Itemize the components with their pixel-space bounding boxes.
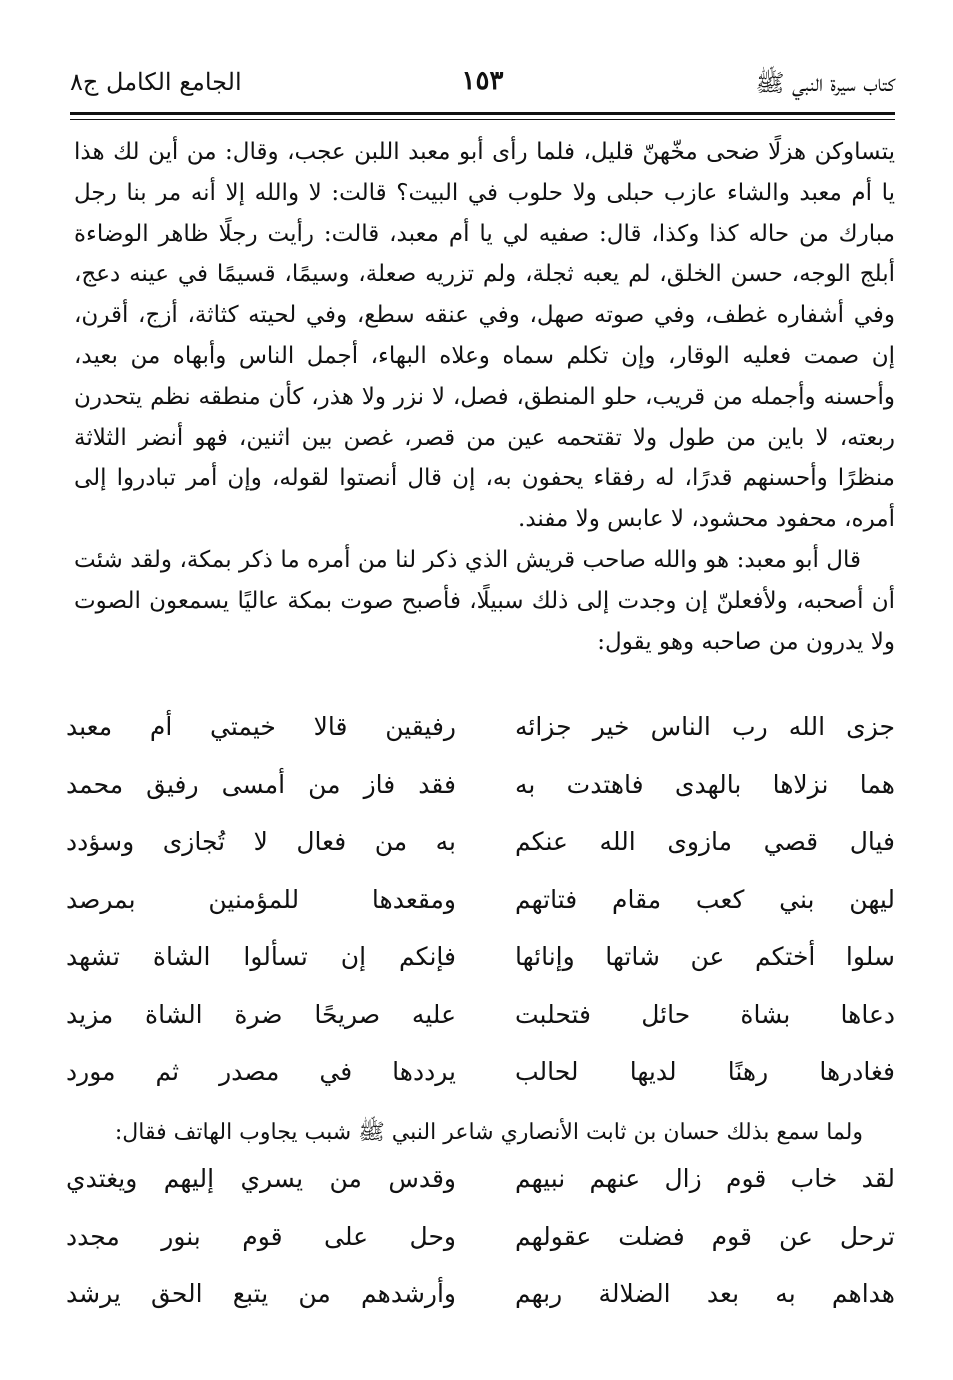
verse-line <box>66 827 895 885</box>
header-rule-thick <box>70 112 895 115</box>
verse-first-hemistich: دعاها بشاة حائل فتحلبت <box>515 999 895 1029</box>
verse-line <box>66 1164 895 1222</box>
verse-second-hemistich: رفيقين قالا خيمتي أم معبد <box>66 712 456 741</box>
verse-second-hemistich: عليه صريحًا ضرة الشاة مزيد <box>66 999 456 1029</box>
verse-first-hemistich: لقد خاب قوم زال عنهم نبيهم <box>515 1164 895 1193</box>
page-number: ١٥٣ <box>461 66 504 96</box>
verse-first-hemistich: فغادرها رهنًا لديها لحالب <box>515 1057 895 1086</box>
verse-line <box>66 1057 895 1115</box>
verse-first-hemistich: ترحل عن قوم فضلت عقولهم <box>515 1221 895 1251</box>
verse-line <box>66 1279 895 1337</box>
paragraph-2: قال أبو معبد: هو والله صاحب قريش الذي ذكر لنا من أمره ما ذكر بمكة، ولقد شئت أن أصحبه، ولأفعلنّ إن وجدت إلى ذلك سبيلًا، فأصبح صوت بمكة عاليًا يسمعون الصوت ولا يدرون من صاحبه وهو يقول: <box>74 546 895 655</box>
verse-line <box>66 712 895 770</box>
verse-second-hemistich: ومقعدها للمؤمنين بمرصد <box>66 884 456 914</box>
verse-second-hemistich: يرددها في مصدر ثم مورد <box>66 1057 456 1086</box>
verse-second-hemistich: فقد فاز من أمسى رفيق محمد <box>66 769 456 799</box>
verse-first-hemistich: ليهن بني كعب مقام فتاتهم <box>515 884 895 914</box>
prose-body <box>74 132 895 662</box>
transition-line: ولما سمع بذلك حسان بن ثابت الأنصاري شاعر النبي ﷺ شبب يجاوب الهاتف فقال: <box>114 1120 863 1145</box>
verse-second-hemistich: فإنكم إن تسألوا الشاة تشهد <box>66 942 456 971</box>
verse-first-hemistich: فيال قصي مازوى الله عنكم <box>515 827 895 856</box>
volume-title: الجامع الكامل ج٨ <box>70 68 242 96</box>
verse-first-hemistich: سلوا أختكم عن شاتها وإنائها <box>515 942 895 971</box>
header-rule-thin <box>70 119 895 120</box>
paragraph-1: يتساوكن هزلًا ضحى مخّهنّ قليل، فلما رأى أبو معبد اللبن عجب، وقال: من أين لك هذا يا أم معبد والشاء عازب حبلى ولا حلوب في البيت؟ قالت: لا والله إلا أنه مر بنا رجل مبارك من حاله كذا وكذا، قال: صفيه لي يا أم معبد، قالت: رأيت رجلًا ظاهر الوضاءة أبلج الوجه، حسن الخلق، لم يعبه ثجلة، ولم تزريه صعلة، وسيمًا، قسيمًا في عينه دعج، وفي أشفاره غطف، وفي صوته صهل، وفي عنقه سطع، وفي لحيته كثاثة، أزج، أقرن، إن صمت فعليه الوقار، وإن تكلم سماه وعلاه البهاء، أجمل الناس وأبهاه من بعيد، وأحسنه وأجمله من قريب، حلو المنطق، فصل، لا نزر ولا هذر، كأن منطقه نظم يتحدرن ربعته، لا باين من طول ولا تقتحمه عين من قصر، غصن بين اثنين، فهو أنضر الثلاثة منظرًا وأحسنهم قدرًا، له رفقاء يحفون به، إن قال أنصتوا لقوله، وإن أمر تبادروا إلى أمره، محفود محشود، لا عابس ولا مفند. <box>74 139 895 533</box>
verse-first-hemistich: هما نزلاها بالهدى فاهتدت به <box>515 769 895 799</box>
verse-line <box>66 770 895 828</box>
verse-second-hemistich: وقدس من يسري إليهم ويغتدي <box>66 1164 456 1193</box>
page-header <box>70 64 895 104</box>
verse-second-hemistich: به من فعال لا تُجازى وسؤدد <box>66 827 456 856</box>
book-title: كتاب سيرة النبي ﷺ <box>755 69 895 97</box>
poem-2 <box>66 1164 895 1337</box>
poem-1 <box>66 712 895 1115</box>
verse-line <box>66 1222 895 1280</box>
verse-line <box>66 1000 895 1058</box>
verse-second-hemistich: وحل على قوم بنور مجدد <box>66 1221 456 1251</box>
verse-first-hemistich: هداهم به بعد الضلالة ربهم <box>515 1279 895 1308</box>
verse-first-hemistich: جزى الله رب الناس خير جزائه <box>515 712 895 741</box>
verse-second-hemistich: وأرشدهم من يتبع الحق يرشد <box>66 1279 456 1308</box>
verse-line <box>66 885 895 943</box>
verse-line <box>66 942 895 1000</box>
